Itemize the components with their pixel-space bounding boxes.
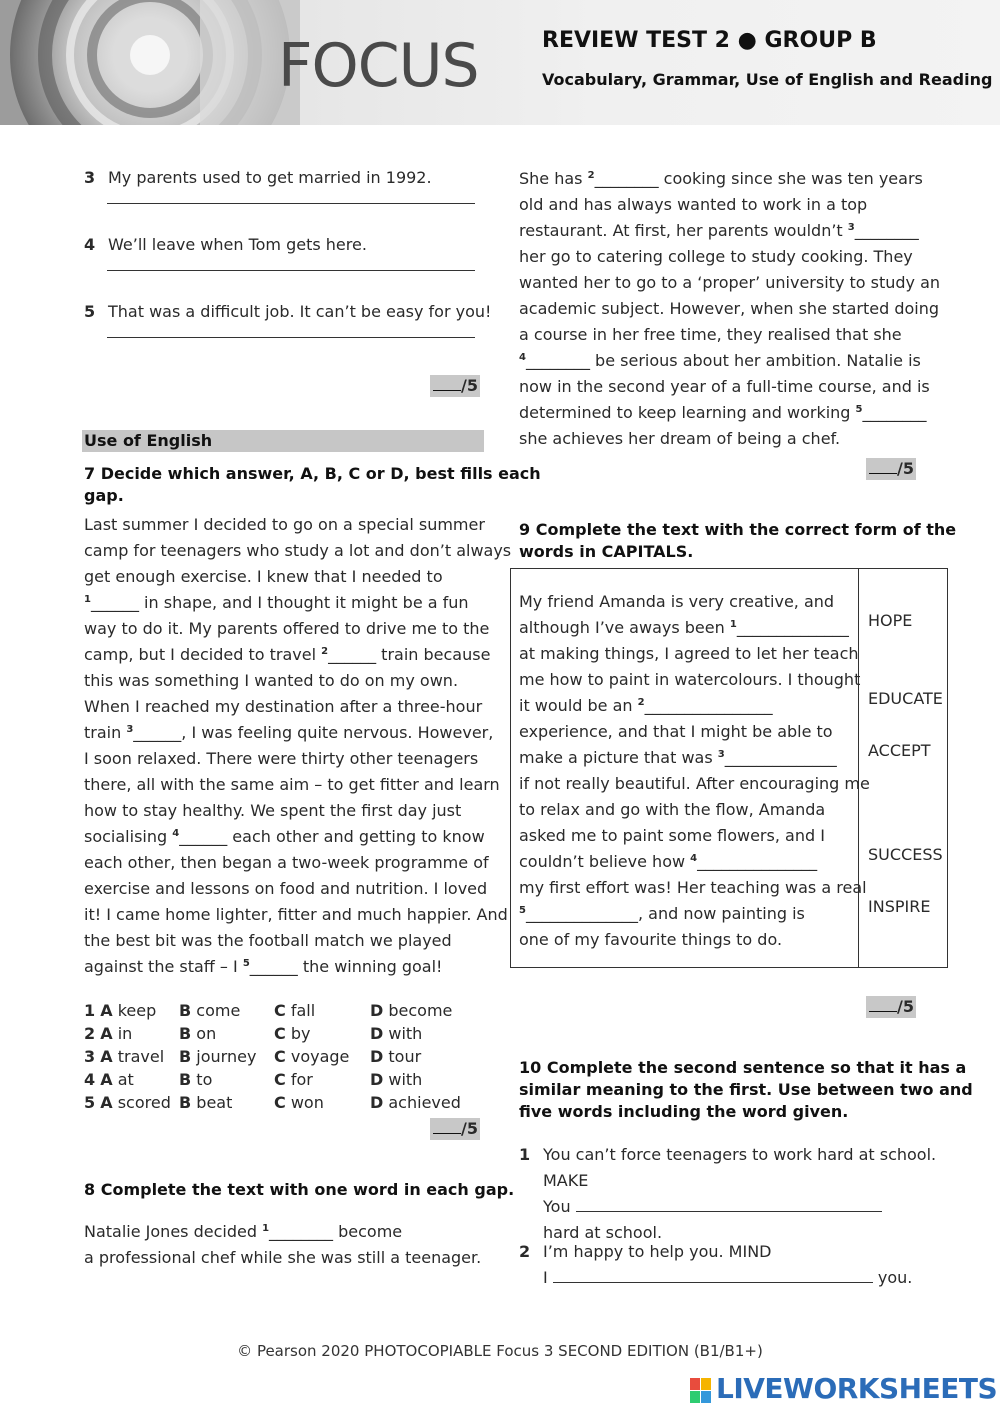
gap-number: 3 [126, 724, 134, 735]
answer-blank[interactable] [553, 1265, 873, 1283]
option[interactable]: at [117, 1070, 134, 1089]
option[interactable]: voyage [290, 1047, 350, 1066]
score-box-8[interactable]: /5 [866, 458, 916, 480]
option[interactable]: come [196, 1001, 241, 1020]
keyword-accept: ACCEPT [868, 741, 931, 760]
liveworksheets-logo-icon [690, 1378, 712, 1404]
gap-2[interactable]: ________________ [644, 696, 773, 715]
option-row: 3 A travel B journey C voyage D tour [84, 1047, 422, 1066]
gap-1[interactable]: ________ become [269, 1222, 403, 1241]
option[interactable]: achieved [388, 1093, 461, 1112]
option[interactable]: tour [388, 1047, 422, 1066]
gap-3[interactable]: ________ [854, 221, 919, 240]
gap-number: 1 [262, 1223, 270, 1234]
option[interactable]: scored [117, 1093, 171, 1112]
gap-1[interactable]: ______ in shape, and I thought it might be a fun [90, 593, 469, 612]
option[interactable]: won [290, 1093, 324, 1112]
keyword-hope: HOPE [868, 611, 913, 630]
q7-text: Last summer I decided to go on a special summer camp for teenagers who study a lot and don’t always get enough exercise. I knew that I needed to $^1$______ in shape, and I thought it might be a fun way to do it. My parents offered to drive me to the camp, but I decided to travel $^2$______ train because this was something I wanted to do on my own. When I reached my destination after a three-hour train $^3$______, I was feeling quite nervous. However, I soon relaxed. There were thirty other teenagers there, all with the same aim – to get fitter and learn how to stay healthy. We spent the first day just socialising $^4$______ each other and getting to know each other, then began a two-week programme of exercise and lessons on food and nutrition. I loved it! I came home lighter, fitter and much happier. And the best bit was the football match we played against the staff – I $^5$______ the winning goal! [84, 515, 512, 976]
score-box-6[interactable]: /5 [430, 375, 480, 397]
option[interactable]: to [196, 1070, 213, 1089]
q8-text-part2: She has $^2$________ cooking since she was ten years old and has always wanted to work in a top restaurant. At first, her parents wouldn’t $^3$________ her go to catering college to study cooking. They wanted her to go to a ‘proper’ university to study an academic subject. However, when she started doing a course in her free time, they realised that she $^4$________ be serious about her ambition. Natalie is now in the second year of a full-time course, and is determined to keep learning and working $^5$________ she achieves her dream of being a chef. [519, 169, 941, 448]
gap-4[interactable]: ______ each other and getting to know [179, 827, 485, 846]
option-row: 1 A keep B come C fall D become [84, 1001, 453, 1020]
option[interactable]: travel [117, 1047, 165, 1066]
keyword-inspire: INSPIRE [868, 897, 931, 916]
gap-number: 4 [519, 352, 526, 363]
keyword-success: SUCCESS [868, 845, 943, 864]
q8-text-part1: Natalie Jones decided $^1$________ become a professional chef while she was still a teenager. [84, 1222, 482, 1267]
keyword-educate: EDUCATE [868, 689, 943, 708]
focus-lens-art [0, 0, 300, 125]
option-row: 2 A in B on C by D with [84, 1024, 423, 1043]
answer-blank[interactable] [576, 1194, 882, 1212]
gap-number: 4 [172, 828, 180, 839]
gap-3[interactable]: ______, I was feeling quite nervous. However, [133, 723, 494, 742]
option[interactable]: fall [290, 1001, 316, 1020]
option[interactable]: beat [196, 1093, 233, 1112]
item-number: 4 [84, 235, 96, 254]
item-number: 3 [84, 168, 96, 187]
option[interactable]: by [290, 1024, 311, 1043]
gap-number: 3 [717, 749, 725, 760]
gap-5[interactable]: ________ [862, 403, 927, 422]
gap-4[interactable]: ________ be serious about her ambition. Natalie is [525, 351, 921, 370]
page-header [0, 0, 1000, 125]
focus-logo: FOCUS [278, 31, 479, 101]
q10-item-1: 1 You can’t force teenagers to work hard at school. MAKE You hard at school. [519, 1145, 937, 1242]
q9-instruction: 9 Complete the text with the correct form of the words in CAPITALS. [519, 520, 957, 561]
item-text: We’ll leave when Tom gets here. [108, 235, 367, 254]
gap-2[interactable]: ________ cooking since she was ten years [594, 169, 923, 188]
gap-number: 1 [84, 594, 91, 605]
gap-number: 3 [847, 222, 855, 233]
option[interactable]: become [388, 1001, 453, 1020]
gap-2[interactable]: ______ train because [328, 645, 491, 664]
item-number: 5 [84, 302, 96, 321]
gap-number: 5 [855, 404, 863, 415]
answer-line-3[interactable] [107, 203, 475, 204]
q8-instruction: 8 Complete the text with one word in each gap. [84, 1180, 515, 1199]
option[interactable]: on [196, 1024, 217, 1043]
copyright-footer: © Pearson 2020 PHOTOCOPIABLE Focus 3 SECOND EDITION (B1/B1+) [237, 1342, 763, 1360]
item-text: My parents used to get married in 1992. [108, 168, 432, 187]
gap-4[interactable]: _______________ [697, 852, 818, 871]
liveworksheets-brand[interactable]: LIVEWORKSHEETS [716, 1372, 998, 1405]
gap-number: 5 [242, 958, 250, 969]
option[interactable]: with [388, 1070, 423, 1089]
score-box-7[interactable]: /5 [430, 1118, 480, 1140]
score-box-9[interactable]: /5 [866, 996, 916, 1018]
page-subtitle: Vocabulary, Grammar, Use of English and Reading [542, 70, 993, 89]
option-row: 4 A at B to C for D with [84, 1070, 423, 1089]
item-text: That was a difficult job. It can’t be easy for you! [108, 302, 492, 321]
q10-item-2: 2 I’m happy to help you. MIND I you. [519, 1242, 913, 1287]
answer-line-4[interactable] [107, 270, 475, 271]
q10-instruction: 10 Complete the second sentence so that it has a similar meaning to the first. Use between two and five words including the word given. [519, 1058, 973, 1121]
option[interactable]: keep [117, 1001, 157, 1020]
word-formation-box [510, 568, 948, 968]
gap-number: 2 [321, 646, 329, 657]
page-title: REVIEW TEST 2 ● GROUP B [542, 28, 877, 53]
gap-number: 1 [729, 619, 737, 630]
option[interactable]: journey [196, 1047, 257, 1066]
gap-number: 5 [519, 905, 526, 916]
gap-number: 4 [690, 853, 698, 864]
gap-number: 2 [637, 697, 645, 708]
gap-5[interactable]: ______________, and now painting is [525, 904, 805, 923]
q9-text: My friend Amanda is very creative, and although I’ve aways been $^1$______________ at making things, I agreed to let her teach me how to paint in watercolours. I thought it would be an $^2$________________ experience, and that I might be able to make a picture that was $^3$______________ if not really beautiful. After encouraging me to relax and go with the flow, Amanda asked me to paint some flowers, and I couldn’t believe how $^4$_______________ my first effort was! Her teaching was a real $^5$______________, and now painting is one of my favourite things to do. [519, 592, 870, 949]
gap-number: 2 [587, 170, 595, 181]
q7-instruction: 7 Decide which answer, A, B, C or D, best fills each gap. [84, 464, 541, 505]
option[interactable]: with [388, 1024, 423, 1043]
q7-options-table [84, 999, 480, 1114]
gap-3[interactable]: ______________ [724, 748, 837, 767]
option[interactable]: in [117, 1024, 133, 1043]
option-row: 5 A scored B beat C won D achieved [84, 1093, 461, 1112]
gap-1[interactable]: ______________ [736, 618, 849, 637]
option[interactable]: for [290, 1070, 313, 1089]
section-heading: Use of English [82, 430, 484, 452]
gap-5[interactable]: ______ the winning goal! [249, 957, 443, 976]
answer-line-5[interactable] [107, 337, 475, 338]
